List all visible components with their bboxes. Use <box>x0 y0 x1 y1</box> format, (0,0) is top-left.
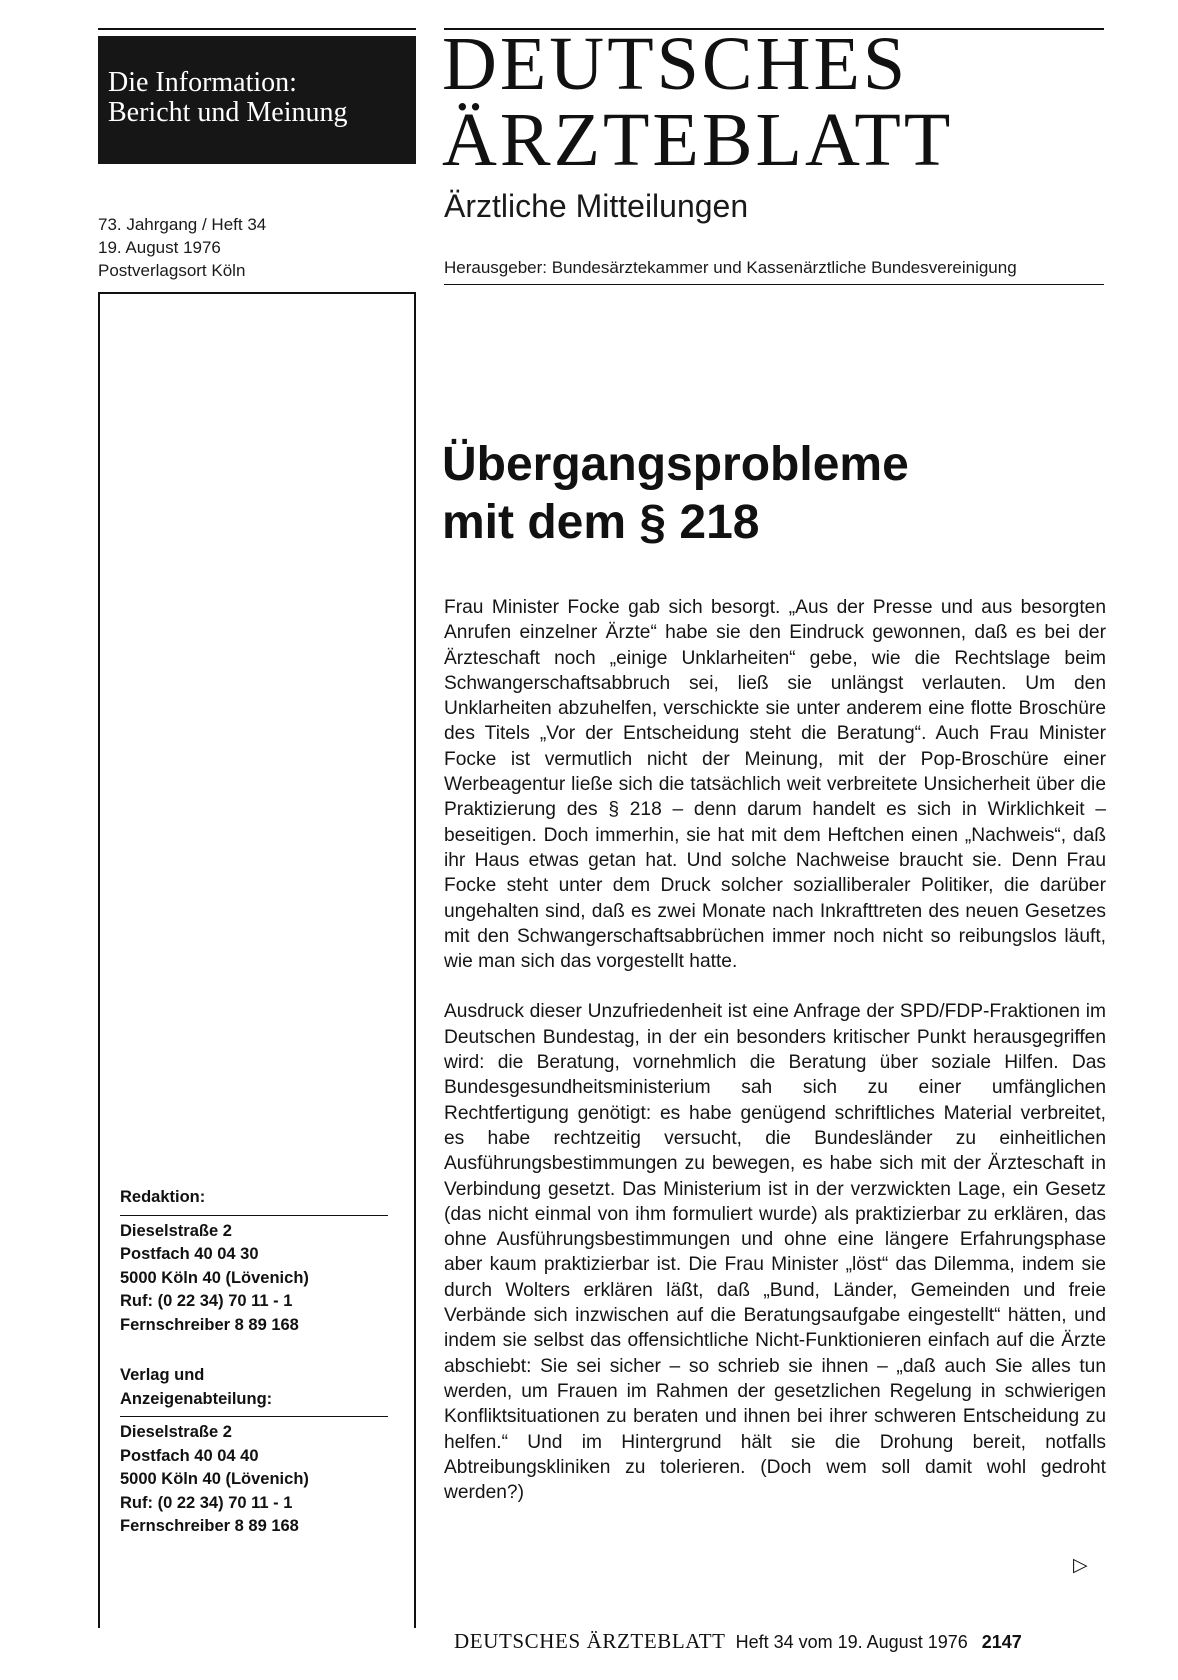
headline-line2: mit dem § 218 <box>442 496 760 549</box>
publishing-telex: Fernschreiber 8 89 168 <box>120 1517 299 1535</box>
masthead-subtitle: Ärztliche Mitteilungen <box>444 188 749 224</box>
editorial-phone: Ruf: (0 22 34) 70 11 - 1 <box>120 1292 293 1310</box>
masthead-line1: DEUTSCHES <box>442 22 909 106</box>
page-footer <box>454 1630 1022 1653</box>
publisher-line: Herausgeber: Bundesärztekammer und Kassenärztliche Bundesvereinigung <box>444 258 1017 277</box>
section-label-line1: Die Information: <box>108 67 297 98</box>
article-headline <box>442 436 1082 552</box>
headline-line1: Übergangsprobleme <box>442 438 909 491</box>
editorial-street: Dieselstraße 2 <box>120 1221 232 1240</box>
continue-arrow-icon: ▷ <box>1073 1555 1088 1576</box>
article-paragraph-2: Ausdruck dieser Unzufriedenheit ist eine Anfrage der SPD/FDP-Fraktionen im Deutschen Bundestag, in der ein besonders kritischer Punkt herausgegriffen wird: die Beratung, vornehmlich die Beratung über soziale Hilfen. Das Bundesgesundheitsministerium sah sich zu einer umfänglichen Rechtfertigung genötigt: es habe genügend schriftliches Material verbreitet, es habe rechtzeitig versucht, die Bundesländer zu einheitlichen Ausführungsbestimmungen zu bewegen, es habe sich mit der Ärzteschaft in Verbindung gesetzt. Das Ministerium ist in der verzwickten Lage, ein Gesetz (das nicht einmal von ihm formuliert wurde) als praktizierbar zu erklären, das ohne Ausführungsbestimmungen und ohne eine längere Erfahrungsphase aber kaum praktizierbar ist. Die Frau Minister „löst“ das Dilemma, indem sie durch Wolters erklären läßt, daß „Bund, Länder, Gemeinden und freie Verbände sich inzwischen auf die Beratungsaufgabe eingestellt“ hätten, und indem sie selbst das offensichtliche Nicht-Funktionieren einfach auf die Ärzte abschiebt: Sie sei sicher – so schrieb sie ihnen – „daß auch Sie alles tun werden, um Frauen im Rahmen der gesetzlichen Regelung in schwierigen Konfliktsituationen zu beraten und ihnen bei ihrer schweren Entscheidung zu helfen.“ Und im Hintergrund hält sie die Drohung bereit, notfalls Abtreibungskliniken zu tolerieren. (Doch wem soll damit wohl gedroht werden?) <box>444 1001 1106 1504</box>
editorial-heading: Redaktion: <box>120 1188 206 1206</box>
masthead-title <box>442 22 1122 182</box>
publishing-rule <box>120 1416 388 1417</box>
editorial-pobox: Postfach 40 04 30 <box>120 1245 259 1263</box>
article-paragraph-1: Frau Minister Focke gab sich besorgt. „Aus der Presse und aus besorgten Anrufen einzelner Ärzte“ habe sie den Eindruck gewonnen, daß es bei der Ärzteschaft noch „einige Unklarheiten“ gebe, wie die Rechtslage beim Schwangerschaftsabbruch sei, ließ sie unlängst verlauten. Um den Unklarheiten abzuhelfen, verschickte sie unter anderem eine flotte Broschüre des Titels „Vor der Entscheidung steht die Beratung“. Auch Frau Minister Focke ist vermutlich nicht der Meinung, mit der Pop-Broschüre einer Werbeagentur ließe sich die tatsächlich weit verbreitete Unsicherheit über die Praktizierung des § 218 – denn darum handelt es sich in Wirklichkeit – beseitigen. Doch immerhin, sie hat mit dem Heftchen einen „Nachweis“, daß ihr Haus etwas getan hat. Und solche Nachweise braucht sie. Denn Frau Focke steht unter dem Druck solcher sozialliberaler Politiker, die darüber ungehalten sind, daß es zwei Monate nach Inkrafttreten des neuen Gesetzes mit den Schwangerschaftsabbrüchen immer noch nicht so reibungslos läuft, wie man sich das vorgestellt hatte. <box>444 597 1106 973</box>
editorial-contact <box>120 1186 384 1337</box>
masthead-line2: ÄRZTEBLATT <box>442 98 954 182</box>
footer-issue: Heft 34 vom 19. August 1976 <box>735 1632 968 1652</box>
editorial-city: 5000 Köln 40 (Lövenich) <box>120 1268 309 1287</box>
publishing-heading-line2: Anzeigenabteilung: <box>120 1389 273 1408</box>
footer-page-number: 2147 <box>981 1632 1022 1652</box>
footer-journal: DEUTSCHES ÄRZTEBLATT <box>454 1629 726 1653</box>
issue-info <box>98 213 416 282</box>
issue-volume: 73. Jahrgang / Heft 34 <box>98 215 267 234</box>
article-body <box>444 595 1106 1530</box>
publisher-rule <box>444 284 1104 285</box>
publishing-city: 5000 Köln 40 (Lövenich) <box>120 1470 309 1488</box>
issue-date: 19. August 1976 <box>98 238 221 257</box>
section-label-line2: Bericht und Meinung <box>108 97 348 128</box>
publishing-phone: Ruf: (0 22 34) 70 11 - 1 <box>120 1493 293 1512</box>
publishing-contact <box>120 1364 384 1539</box>
section-label-box <box>98 36 416 164</box>
publishing-pobox: Postfach 40 04 40 <box>120 1446 259 1465</box>
issue-place: Postverlagsort Köln <box>98 261 246 280</box>
editorial-rule <box>120 1215 388 1216</box>
top-rule-left <box>98 28 416 30</box>
publishing-street: Dieselstraße 2 <box>120 1423 232 1441</box>
publishing-heading-line1: Verlag und <box>120 1366 205 1384</box>
editorial-telex: Fernschreiber 8 89 168 <box>120 1315 299 1334</box>
